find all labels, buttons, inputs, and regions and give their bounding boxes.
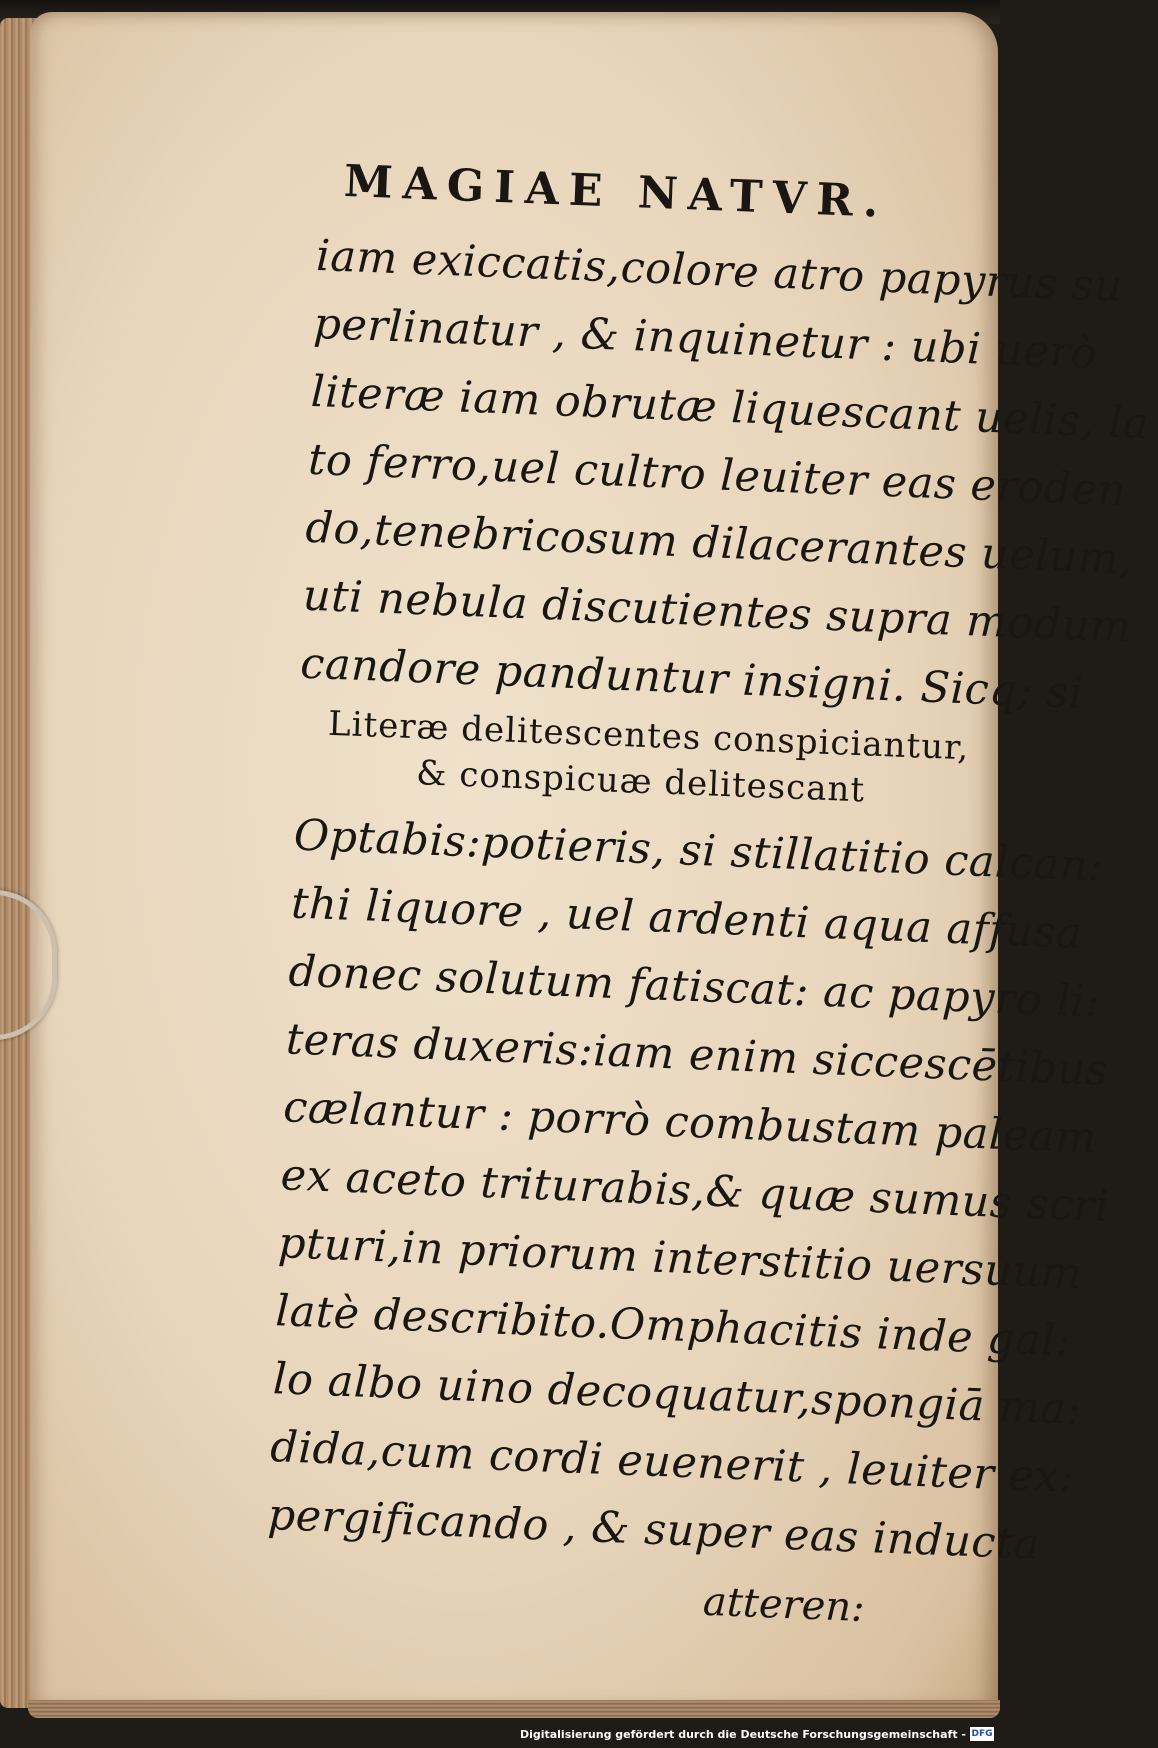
page-text [264,155,1151,1639]
text-line: Optabis:potieris, si stillatitio calcan: [292,810,1105,892]
text-line: pergificando , & super eas inducta [266,1490,1041,1570]
text-line: perlinatur , & inquinetur : ubi uerò [312,298,1098,379]
catchword: atteren: [702,1578,866,1631]
text-line: ex aceto triturabis,& quæ sumus scri [279,1150,1110,1233]
digitization-credit: Digitalisierung gefördert durch die Deutsche Forschungsgemeinschaft - [519,1728,966,1741]
paragraph-upper [299,222,1151,722]
paragraph-lower [266,802,1110,1574]
text-line: uti nebula discutientes supra modum [302,570,1133,653]
text-line: iam exiccatis,colore atro papyrus su [315,230,1124,312]
text-line: dida,cum cordi euenerit , leuiter ex: [269,1422,1076,1503]
section-heading: & conspicuæ delitescant [415,753,866,811]
page-bottom-edge [28,1700,1000,1718]
text-line: lo albo uino decoquatur,spongiā ma: [272,1354,1083,1436]
text-line: do,tenebricosum dilacerantes uelum, [304,502,1135,585]
text-line: thi liquore , uel ardenti aqua affusa [290,878,1084,959]
text-line: literæ iam obrutæ liquescant uelis, la [309,366,1151,450]
text-line: to ferro,uel cultro leuiter eas eroden [307,434,1127,517]
text-line: cælantur : porrò combustam paleam [282,1082,1098,1164]
dfg-logo-icon: DFG [971,1729,993,1739]
text-line: pturi,in priorum interstitio uersuum [277,1218,1083,1300]
running-head: MAGIAE NATVR. [343,155,890,228]
text-line: teras duxeris:iam enim siccescētibus [285,1014,1110,1096]
section-heading: Literæ delitescentes conspiciantur, [327,703,971,769]
text-line: latè describito.Omphacitis inde gal: [274,1286,1072,1367]
text-line: candore panduntur insigni. Sicq; si [299,638,1085,719]
text-line: donec solutum fatiscat: ac papyro li: [287,946,1101,1028]
